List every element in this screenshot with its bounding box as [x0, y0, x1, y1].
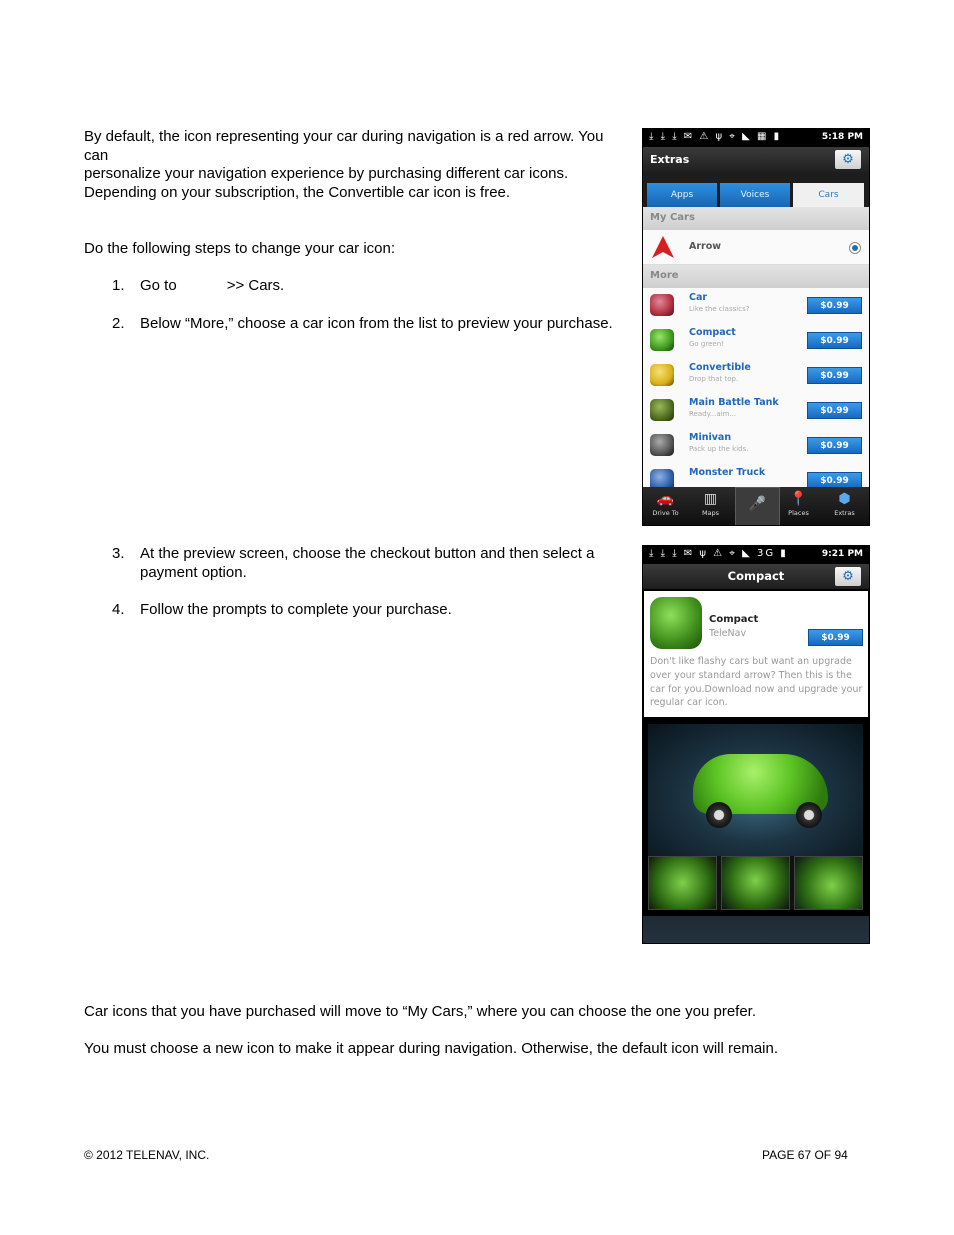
car-name: Minivan [689, 432, 732, 443]
map-icon: ▥ [703, 491, 718, 507]
status-icons: ⤓ ⤓ ⤓ ✉ ψ ⚠ ⌖ ◣ 3G ▮ [649, 548, 788, 559]
compact-car-icon [650, 597, 702, 649]
outro-paragraph-1: Car icons that you have purchased will move to “My Cars,” where you can choose the one you prefer. [84, 1003, 757, 1020]
car-subtitle: Pack up the kids. [689, 445, 749, 453]
product-description: Don't like flashy cars but want an upgrade over your standard arrow? Then this is the car for you.Download now and upgrade your regular car icon. [650, 656, 863, 709]
footer-copyright: © 2012 TELENAV, INC. [84, 1148, 210, 1162]
car-name: Car [689, 292, 708, 303]
nav-drive-to[interactable] [643, 487, 688, 526]
price-button[interactable]: $0.99 [807, 472, 862, 487]
car-icon [650, 294, 674, 316]
product-publisher: TeleNav [709, 628, 747, 639]
step-text: Go to >> Cars. [140, 277, 285, 294]
car-name: Main Battle Tank [689, 397, 779, 408]
tab-cars[interactable]: Cars [793, 183, 864, 207]
screen-title: Compact [727, 569, 785, 583]
thumbnail-1[interactable] [648, 856, 717, 910]
nav-label: Extras [834, 509, 855, 517]
bottom-panel [643, 916, 869, 944]
thumbnail-2[interactable] [721, 856, 790, 910]
car-subtitle: Go green! [689, 340, 724, 348]
outro-paragraph-2: You must choose a new icon to make it appear during navigation. Otherwise, the default icon will remain. [84, 1040, 778, 1057]
section-label: More [650, 270, 679, 281]
car-row[interactable] [643, 428, 869, 464]
my-car-row-arrow[interactable] [643, 230, 869, 265]
nav-places[interactable] [776, 487, 821, 526]
section-label: My Cars [650, 212, 695, 223]
step-number: 3. [112, 545, 125, 562]
car-row[interactable] [643, 463, 869, 487]
gear-icon[interactable]: ⚙ [835, 150, 861, 169]
step-number: 2. [112, 315, 125, 332]
car-preview-image[interactable] [648, 724, 863, 856]
extras-cube-icon: ⬢ [838, 491, 851, 507]
car-name: Convertible [689, 362, 751, 373]
my-car-name: Arrow [689, 241, 722, 252]
status-bar [643, 129, 869, 147]
gear-icon[interactable]: ⚙ [835, 567, 861, 586]
price-button[interactable]: $0.99 [807, 437, 862, 454]
footer-page-number: PAGE 67 OF 94 [762, 1148, 848, 1162]
intro-line-2: personalize your navigation experience by purchasing different car icons. [84, 165, 569, 182]
car-subtitle: Ready...aim... [689, 410, 737, 418]
bottom-nav [643, 487, 869, 526]
convertible-car-icon [650, 364, 674, 386]
pin-icon: 📍 [789, 491, 808, 507]
status-icons: ⤓ ⤓ ⤓ ✉ ⚠ ψ ⌖ ◣ ▦ ▮ [649, 131, 782, 142]
car-icon: 🚗 [656, 491, 675, 507]
red-arrow-icon [651, 235, 675, 259]
minivan-icon [650, 434, 674, 456]
steps-intro: Do the following steps to change your car icon: [84, 240, 396, 257]
status-time: 5:18 PM [821, 132, 863, 142]
title-bar [643, 147, 869, 173]
radio-selected-icon[interactable] [849, 242, 861, 254]
step-text: Follow the prompts to complete your purchase. [140, 601, 452, 618]
intro-line-1: By default, the icon representing your car during navigation is a red arrow. You can [84, 128, 604, 164]
section-more [643, 265, 869, 288]
nav-label: Places [788, 509, 809, 517]
step-number: 4. [112, 601, 125, 618]
nav-label: Drive To [652, 509, 679, 517]
price-button[interactable]: $0.99 [807, 297, 862, 314]
tab-bar [643, 173, 869, 207]
car-subtitle: Like the classics? [689, 305, 750, 313]
screen-title: Extras [650, 153, 690, 166]
step-text: Below “More,” choose a car icon from the list to preview your purchase. [140, 315, 613, 332]
extras-cars-screenshot [642, 128, 870, 526]
car-row[interactable] [643, 288, 869, 324]
intro-line-3: Depending on your subscription, the Convertible car icon is free. [84, 183, 511, 201]
nav-voice[interactable] [735, 487, 780, 526]
car-name: Compact [689, 327, 736, 338]
car-subtitle: Drop that top. [689, 375, 739, 383]
car-row[interactable] [643, 358, 869, 394]
nav-label: Maps [701, 509, 720, 517]
price-button[interactable]: $0.99 [807, 367, 862, 384]
status-time: 9:21 PM [821, 549, 863, 559]
nav-extras[interactable] [822, 487, 867, 526]
product-name: Compact [709, 614, 759, 625]
car-row[interactable] [643, 323, 869, 359]
wheel [796, 802, 822, 828]
wheel [706, 802, 732, 828]
step-number: 1. [112, 277, 125, 294]
tab-voices[interactable]: Voices [720, 183, 790, 207]
car-row[interactable] [643, 393, 869, 429]
section-my-cars [643, 207, 869, 230]
checkout-price-button[interactable]: $0.99 [808, 629, 863, 646]
compact-car-icon [650, 329, 674, 351]
intro-paragraph [84, 128, 629, 202]
price-button[interactable]: $0.99 [807, 332, 862, 349]
nav-maps[interactable] [688, 487, 733, 526]
tank-icon [650, 399, 674, 421]
compact-preview-screenshot [642, 545, 870, 944]
status-bar [643, 546, 869, 564]
step-text-line-1: At the preview screen, choose the checkout button and then select a [140, 545, 595, 562]
preview-thumbnails [648, 856, 863, 910]
tab-apps[interactable]: Apps [647, 183, 717, 207]
microphone-icon: 🎤 [748, 496, 767, 512]
product-detail [644, 591, 868, 717]
title-bar [643, 564, 869, 589]
price-button[interactable]: $0.99 [807, 402, 862, 419]
step-text-line-2: payment option. [140, 563, 247, 581]
car-name: Monster Truck [689, 467, 766, 478]
monster-truck-icon [650, 469, 674, 487]
thumbnail-3[interactable] [794, 856, 863, 910]
